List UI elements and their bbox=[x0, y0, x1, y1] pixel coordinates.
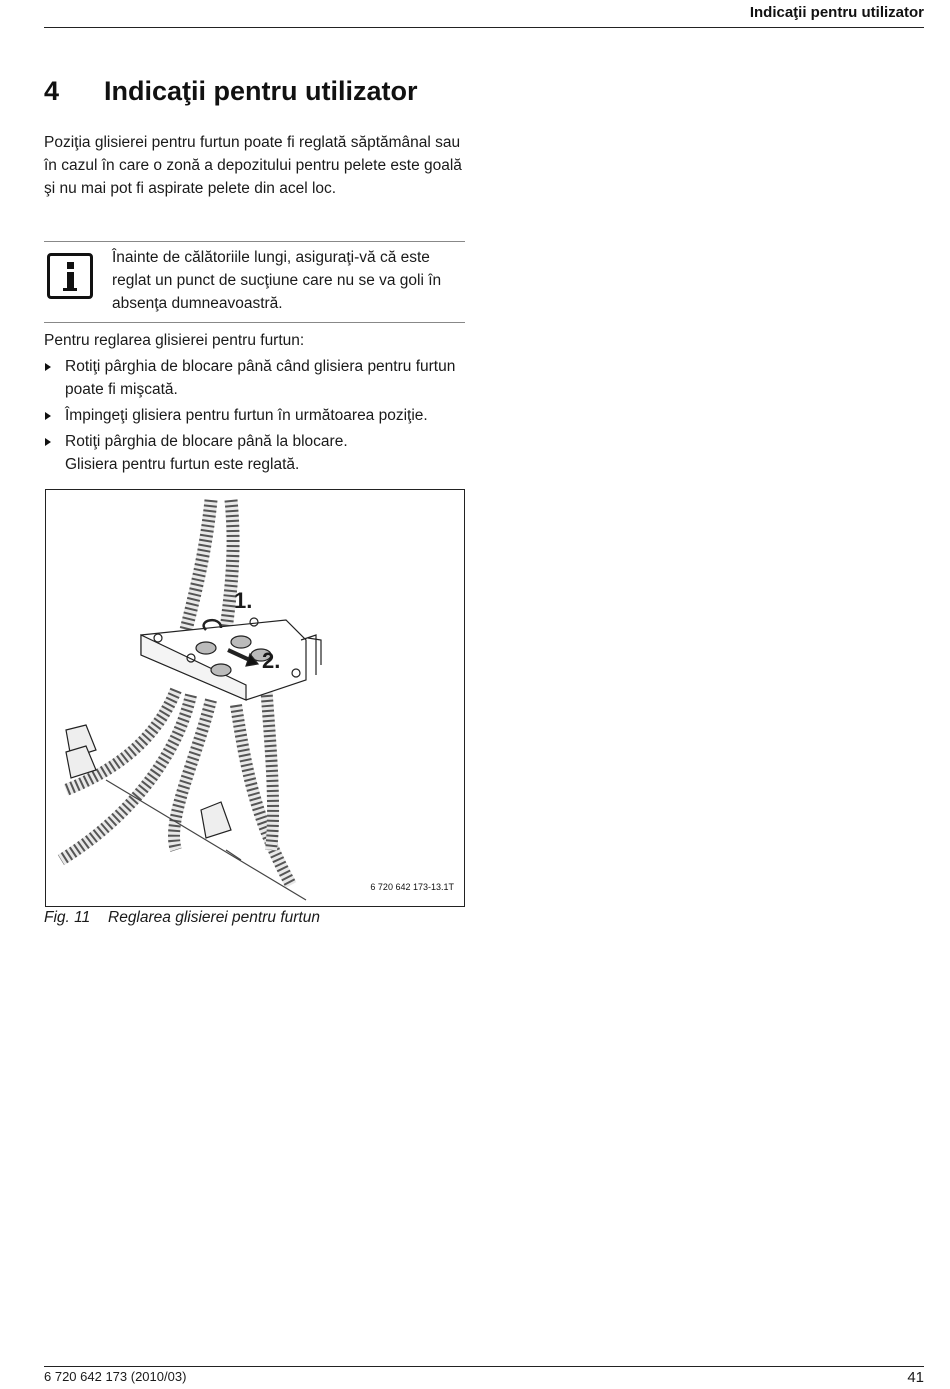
footer-rule bbox=[44, 1366, 924, 1367]
bullet-triangle-icon bbox=[45, 438, 51, 446]
step-text: Rotiţi pârghia de blocare până la blocare. bbox=[65, 433, 348, 450]
step-result: Glisiera pentru furtun este reglată. bbox=[65, 456, 300, 473]
page-number: 41 bbox=[907, 1369, 924, 1386]
info-note bbox=[44, 241, 465, 323]
step-text: Rotiţi pârghia de blocare până când glisiera pentru furtun poate fi mişcată. bbox=[65, 358, 456, 398]
step-label-2: 2. bbox=[262, 648, 281, 673]
procedure-steps bbox=[44, 355, 474, 479]
info-note-text: Înainte de călătoriile lungi, asiguraţi-vă că este reglat un punct de sucţiune care nu se va goli în absenţa dumneavoastră. bbox=[112, 249, 442, 312]
figure-caption-text: Reglarea glisierei pentru furtun bbox=[108, 909, 320, 926]
header-rule bbox=[44, 27, 924, 28]
step-text: Împingeţi glisiera pentru furtun în următoarea poziţie. bbox=[65, 407, 428, 424]
bullet-triangle-icon bbox=[45, 363, 51, 371]
step-item bbox=[44, 430, 474, 476]
figure-code: 6 720 642 173-13.1T bbox=[370, 882, 454, 892]
procedure-lead: Pentru reglarea glisierei pentru furtun: bbox=[44, 332, 305, 349]
info-icon bbox=[47, 253, 93, 299]
intro-paragraph: Poziţia glisierei pentru furtun poate fi reglată săptămânal sau în cazul în care o zonă a depozitului pentru pelete este goală şi nu mai pot fi aspirate pelete din acel loc. bbox=[44, 134, 462, 197]
figure-hose-slider bbox=[45, 489, 465, 907]
chapter-title: Indicaţii pentru utilizator bbox=[104, 76, 418, 106]
figure-caption bbox=[44, 909, 320, 927]
step-label-1: 1. bbox=[234, 588, 253, 613]
bullet-triangle-icon bbox=[45, 412, 51, 420]
chapter-number: 4 bbox=[44, 76, 60, 106]
step-item bbox=[44, 355, 474, 401]
page-header-title: Indicaţii pentru utilizator bbox=[749, 4, 924, 21]
figure-caption-label: Fig. 11 bbox=[44, 909, 91, 926]
hose-slider-illustration bbox=[46, 490, 465, 907]
step-item bbox=[44, 404, 474, 427]
footer-doc-id: 6 720 642 173 (2010/03) bbox=[44, 1369, 187, 1384]
chapter-heading bbox=[44, 76, 418, 107]
